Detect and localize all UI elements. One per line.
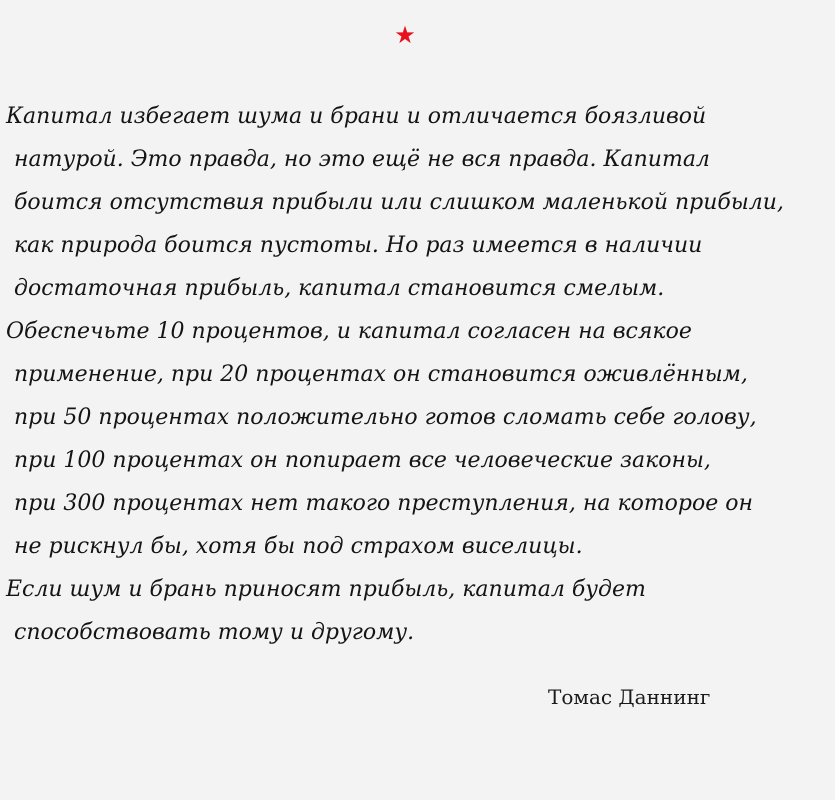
- quote-line: при 100 процентах он попирает все человеческие законы,: [14, 448, 711, 473]
- quote-line: Капитал избегает шума и брани и отличается боязливой: [6, 104, 707, 129]
- quote-line: способствовать тому и другому.: [14, 620, 415, 645]
- quote-line: Если шум и брань приносят прибыль, капитал будет: [6, 577, 646, 602]
- quote-line: боится отсутствия прибыли или слишком маленькой прибыли,: [14, 190, 784, 215]
- quote-line: не рискнул бы, хотя бы под страхом виселицы.: [14, 534, 583, 559]
- author-signature: Томас Даннинг: [548, 685, 711, 709]
- quote-line: натурой. Это правда, но это ещё не вся правда. Капитал: [14, 147, 710, 172]
- quote-line: как природа боится пустоты. Но раз имеется в наличии: [14, 233, 703, 258]
- quote-line: применение, при 20 процентах он становится оживлённым,: [14, 362, 748, 387]
- quote-line: Обеспечьте 10 процентов, и капитал согласен на всякое: [6, 319, 692, 344]
- quote-line: при 50 процентах положительно готов сломать себе голову,: [14, 405, 757, 430]
- quote-text: [6, 95, 834, 654]
- quote-line: достаточная прибыль, капитал становится смелым.: [14, 276, 665, 301]
- star-icon: ★: [394, 21, 416, 49]
- quote-line: при 300 процентах нет такого преступления, на которое он: [14, 491, 754, 516]
